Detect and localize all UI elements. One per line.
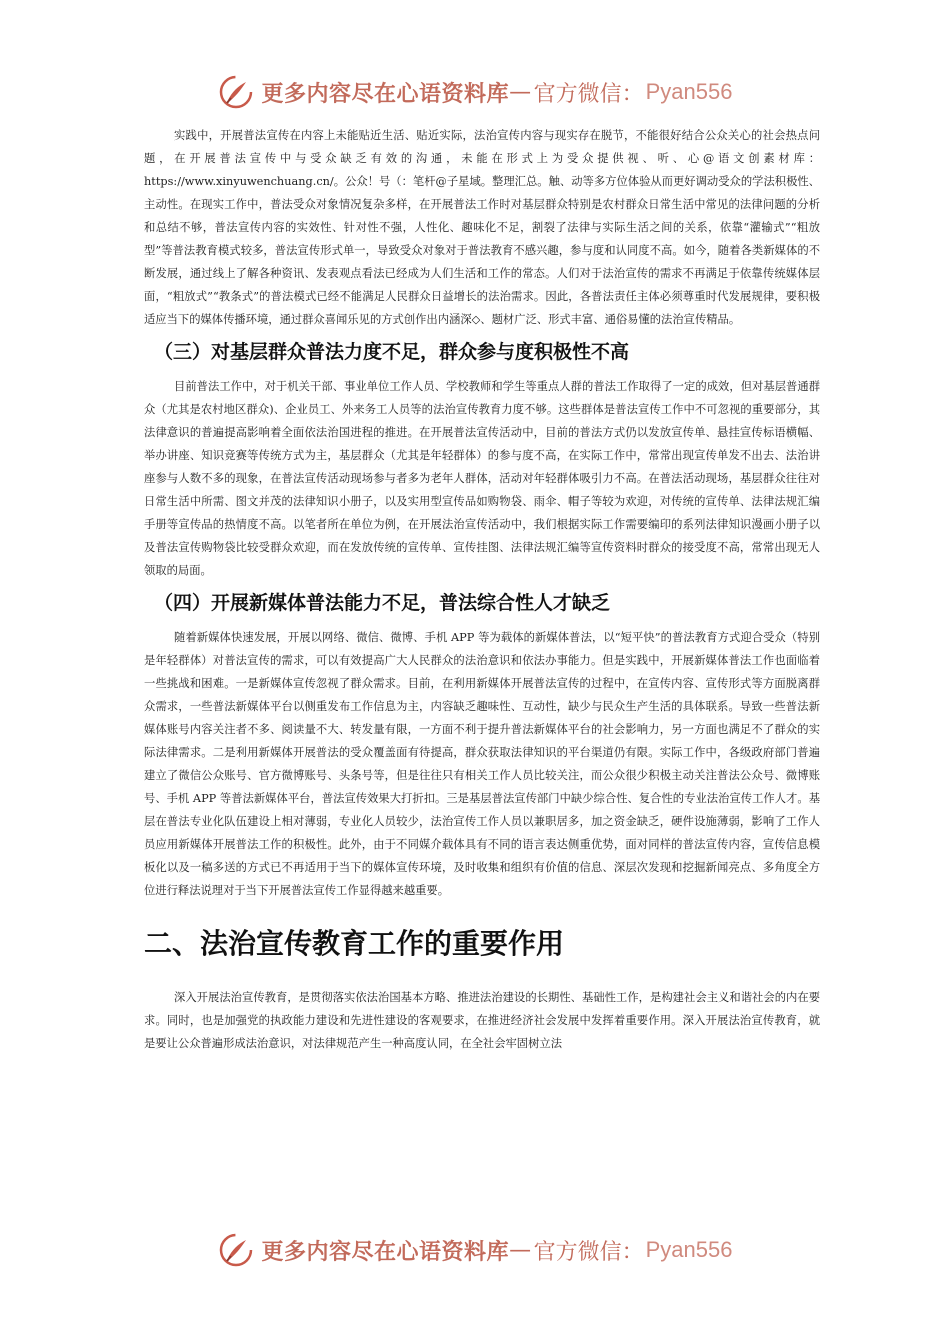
banner-wechat-id: Pyan556 [645, 1237, 733, 1262]
part2-heading: 二、法治宣传教育工作的重要作用 [144, 927, 565, 960]
part2-body-paragraph: 深入开展法治宣传教育，是贯彻落实依法治国基本方略、推进法治建设的长期性、基础性工作，是构建社会主义和谐社会的内在要求。同时，也是加强党的执政能力建设和先进性建设的客观要求，在推进经济社会发展中发挥着重要作用。深入开展法治宣传教育，就是要让公众普遍形成法治意识，对法律规范产生一种高度认同，在全社会牢固树立法 [144, 991, 820, 1050]
banner-dash: — [509, 1237, 532, 1263]
document-body [144, 124, 820, 1055]
banner-wechat-id: Pyan556 [645, 79, 733, 104]
banner-wechat-label: 官方微信： [533, 81, 644, 107]
section4-body-paragraph: 随着新媒体快速发展，开展以网络、微信、微博、手机 APP 等为载体的新媒体普法，以“短平快”的普法教育方式迎合受众（特别是年轻群体）对普法宣传的需求，可以有效提高广大人民群众的法治意识和依法办事能力。但是实践中，开展新媒体普法工作也面临着一些挑战和困难。一是新媒体宣传忽视了群众需求。目前，在利用新媒体开展普法宣传的过程中，在宣传内容、宣传形式等方面脱离群众需求，一些普法新媒体平台以侧重发布工作信息为主，内容缺乏趣味性、互动性，缺少与民众生产生活的具体联系。导致一些普法新媒体账号内容关注者不多、阅读量不大、转发量有限，一方面不利于提升普法新媒体平台的社会影响力，另一方面也满足不了群众的实际法律需求。二是利用新媒体开展普法的受众覆盖面有待提高，群众获取法律知识的平台渠道仍有限。实际工作中，各级政府部门普遍建立了微信公众账号、官方微博账号、头条号等，但是往往只有相关工作人员比较关注，而公众很少积极主动关注普法公众号、微博账号、手机 APP 等普法新媒体平台，普法宣传效果大打折扣。三是基层普法宣传部门中缺少综合性、复合性的专业法治宣传工作人才。基层在普法专业化队伍建设上相对薄弱，专业化人员较少，法治宣传工作人员以兼职居多，加之资金缺乏，硬件设施薄弱，影响了工作人员应用新媒体开展普法工作的积极性。此外，由于不同媒介载体具有不同的语言表达侧重优势，面对同样的普法宣传内容，宣传信息模板化以及一稿多送的方式已不再适用于当下的媒体宣传环境，及时收集和组织有价值的信息、深层次发现和挖掘新闻亮点、多角度全方位进行释法说理对于当下开展普法宣传工作显得越来越重要。 [144, 631, 820, 897]
banner-title: 更多内容尽在心语资料库 [261, 81, 510, 107]
quill-pen-logo-icon [218, 74, 254, 110]
banner-title: 更多内容尽在心语资料库 [261, 1239, 510, 1265]
banner-dash: — [509, 79, 532, 105]
section3-intro-paragraph: 实践中，开展普法宣传在内容上未能贴近生活、贴近实际，法治宣传内容与现实存在脱节，不能很好结合公众关心的社会热点问题，在开展普法宣传中与受众缺乏有效的沟通，未能在形式上为受众提供视、听、心@语文创素材库：https://www.xinyuwenchuang.cn/。公众！号（：笔杆@子星域。整理汇总。触、动等多方位体验从而更好调动受众的学法积极性、主动性。在现实工作中，普法受众对象情况复杂多样，在开展普法工作时对基层群众特别是农村群众日常生活中常见的法律问题的分析和总结不够，普法宣传内容的实效性、针对性不强，人性化、趣味化不足，割裂了法律与实际生活之间的关系，依靠“灌输式”“粗放型”等普法教育模式较多，普法宣传形式单一，导致受众对象对于普法教育不感兴趣，参与度和认同度不高。如今，随着各类新媒体的不断发展，通过线上了解各种资讯、发表观点看法已经成为人们生活和工作的常态。人们对于法治宣传的需求不再满足于依靠传统媒体层面，“粗放式”“教条式”的普法模式已经不能满足人民群众日益增长的法治需求。因此，各普法责任主体必须尊重时代发展规律，要积极适应当下的媒体传播环境，通过群众喜闻乐见的方式创作出内涵深◇、题材广泛、形式丰富、通俗易懂的法治宣传精品。 [144, 129, 820, 326]
header-banner [0, 72, 950, 112]
section3-body-paragraph: 目前普法工作中，对于机关干部、事业单位工作人员、学校教师和学生等重点人群的普法工作取得了一定的成效，但对基层普通群众（尤其是农村地区群众)、企业员工、外来务工人员等的法治宣传教育力度不够。这些群体是普法宣传工作中不可忽视的重要部分，其法律意识的普遍提高影响着全面依法治国进程的推进。在开展普法宣传活动中，目前的普法方式仍以发放宣传单、悬挂宣传标语横幅、举办讲座、知识竞赛等传统方式为主，基层群众（尤其是年轻群体）的参与度不高，在实际工作中，常常出现宣传单发不出去、法治讲座参与人数不多的现象，在普法宣传活动现场参与者多为老年人群体，活动对年轻群体吸引力不高。在普法活动现场，基层群众往往对日常生活中所需、图文并茂的法律知识小册子，以及实用型宣传品如购物袋、雨伞、帽子等较为欢迎，对传统的宣传单、法律法规汇编手册等宣传品的热情度不高。以笔者所在单位为例，在开展法治宣传活动中，我们根据实际工作需要编印的系列法律知识漫画小册子以及普法宣传购物袋比较受群众欢迎，而在发放传统的宣传单、宣传挂图、法律法规汇编等宣传资料时群众的接受度不高，常常出现无人领取的局面。 [144, 380, 820, 577]
footer-banner [0, 1230, 950, 1270]
section3-heading: （三）对基层群众普法力度不足，群众参与度积极性不高 [154, 341, 630, 363]
section4-heading: （四）开展新媒体普法能力不足，普法综合性人才缺乏 [154, 592, 611, 614]
banner-wechat-label: 官方微信： [533, 1239, 644, 1265]
quill-pen-logo-icon [218, 1232, 254, 1268]
